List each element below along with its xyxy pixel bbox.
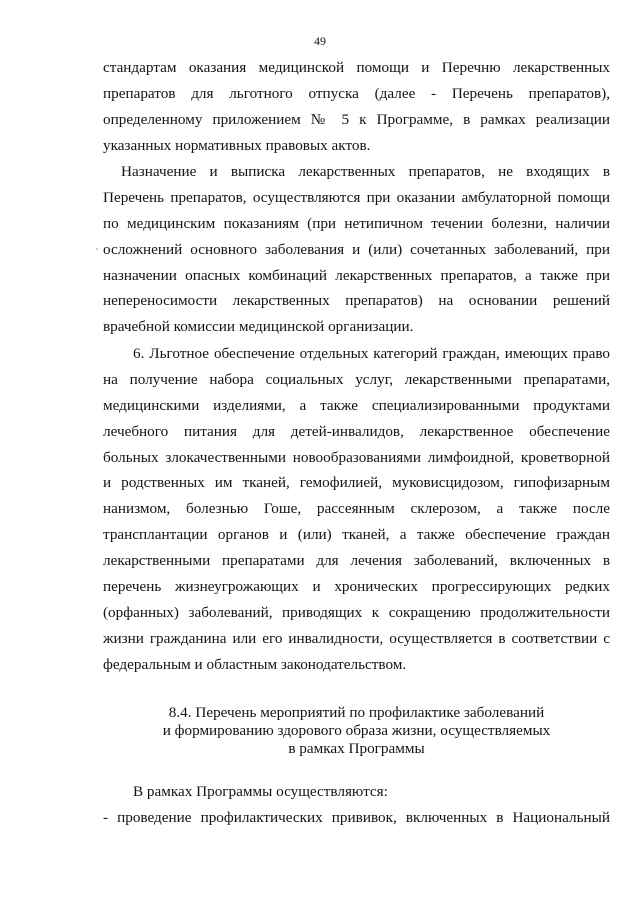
text-line: нанизмом, болезнью Гоше, рассеянным склерозом, а также после	[103, 500, 610, 518]
text-line: В рамках Программы осуществляются:	[133, 783, 388, 800]
text-line: лечебного питания для детей-инвалидов, лекарственное обеспечение	[103, 422, 610, 440]
text-line: - проведение профилактических прививок, включенных в Национальный	[103, 808, 610, 826]
text-line: трансплантации органов и (или) тканей, а также обеспечение граждан	[103, 526, 610, 544]
text-line: стандартам оказания медицинской помощи и Перечню лекарственных	[103, 59, 610, 76]
paragraph-prescription	[103, 159, 610, 340]
text-line: (орфанных) заболеваний, приводящих к сокращению продолжительности	[103, 603, 610, 621]
text-line: 6. Льготное обеспечение отдельных категорий граждан, имеющих право	[133, 345, 610, 362]
paragraph-program-measures	[103, 779, 610, 831]
text-line: указанных нормативных правовых актов.	[103, 136, 371, 154]
section-heading	[103, 704, 610, 758]
heading-line: в рамках Программы	[288, 740, 425, 757]
text-line: Перечень препаратов, осуществляются при оказании амбулаторной помощи	[103, 188, 610, 206]
text-line: на получение набора социальных услуг, лекарственными препаратами,	[103, 370, 610, 388]
text-line: врачебной комиссии медицинской организации.	[103, 318, 414, 336]
paragraph-continuation	[103, 55, 610, 159]
text-line: определенному приложением № 5 к Программе, в рамках реализации	[103, 110, 610, 128]
heading-line: 8.4. Перечень мероприятий по профилактике заболеваний	[168, 704, 545, 721]
text-line: непереносимости лекарственных препаратов) на основании решений	[103, 292, 610, 310]
text-line: лекарственными препаратами для лечения заболеваний, включенных в	[103, 552, 610, 570]
text-line: и родственных им тканей, гемофилией, муковисцидозом, гипофизарным	[103, 474, 610, 492]
text-line: по медицинским показаниям (при нетипичном течении болезни, наличии	[103, 214, 610, 232]
heading-line: и формированию здорового образа жизни, осуществляемых	[162, 722, 551, 739]
text-line: Назначение и выписка лекарственных препаратов, не входящих в	[121, 163, 610, 180]
page-number: 49	[314, 34, 326, 48]
text-line: медицинскими изделиями, а также специализированными продуктами	[103, 396, 610, 414]
text-line: жизни гражданина или его инвалидности, осуществляется в соответствии с	[103, 629, 610, 647]
text-line: назначении опасных комбинаций лекарственных препаратов, а также при	[103, 266, 610, 284]
text-line: препаратов для льготного отпуска (далее - Перечень препаратов),	[103, 84, 610, 102]
paragraph-item-6	[103, 341, 610, 678]
text-line: осложнений основного заболевания и (или) сочетанных заболеваний, при	[103, 240, 610, 258]
text-line: федеральным и областным законодательством.	[103, 655, 407, 673]
text-line: больных злокачественными новообразованиями лимфоидной, кроветворной	[103, 448, 610, 466]
text-line: перечень жизнеугрожающих и хронических прогрессирующих редких	[103, 578, 610, 596]
scan-speck	[96, 248, 98, 250]
